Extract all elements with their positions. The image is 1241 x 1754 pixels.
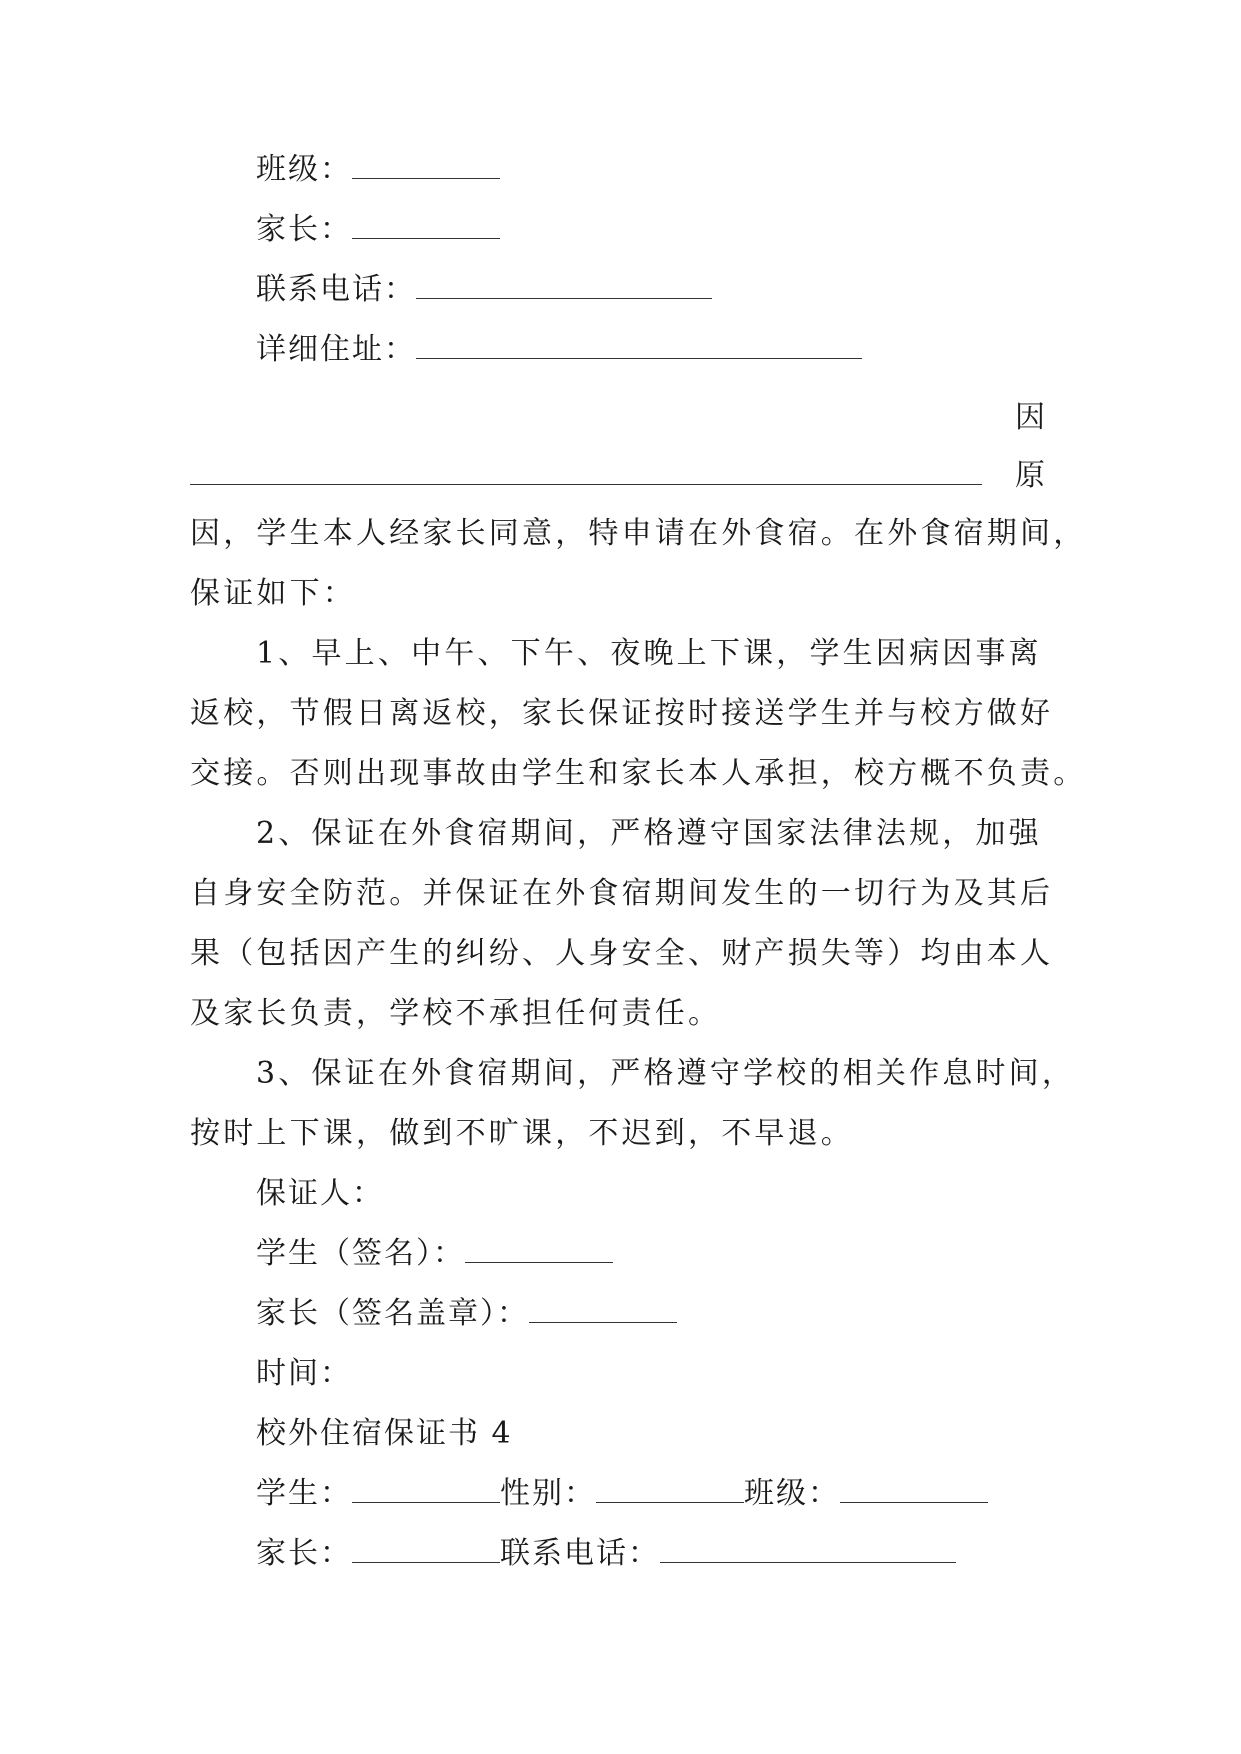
- item-2-line: 果（包括因产生的纠纷、人身安全、财产损失等）均由本人: [190, 936, 1054, 971]
- parent2-blank[interactable]: [352, 1540, 500, 1563]
- student-sign-field: [256, 1234, 613, 1274]
- phone2-label: 联系电话：: [500, 1536, 660, 1571]
- parent-sign-field: [256, 1294, 677, 1334]
- item-1-line: 交接。否则出现事故由学生和家长本人承担，校方概不负责。: [190, 756, 1087, 791]
- class-field: [256, 150, 500, 190]
- address-field: [256, 330, 862, 370]
- item-2-line: 自身安全防范。并保证在外食宿期间发生的一切行为及其后: [190, 876, 1054, 911]
- reason-blank[interactable]: [190, 462, 982, 485]
- phone2-blank[interactable]: [660, 1540, 956, 1563]
- phone-field: [256, 270, 712, 310]
- item-2-line: 2、保证在外食宿期间，严格遵守国家法律法规，加强: [256, 816, 1042, 851]
- phone-blank[interactable]: [416, 276, 712, 299]
- time-label: 时间：: [256, 1356, 352, 1391]
- item-3-line: 按时上下课，做到不旷课，不迟到，不早退。: [190, 1116, 854, 1151]
- student-blank[interactable]: [352, 1480, 500, 1503]
- reason-char-1: 因: [1015, 400, 1047, 435]
- parent-sign-blank[interactable]: [529, 1300, 677, 1323]
- address-label: 详细住址：: [256, 332, 416, 367]
- parent-sign-label: 家长（签名盖章）：: [256, 1296, 529, 1331]
- class-label: 班级：: [256, 152, 352, 187]
- parent-blank[interactable]: [352, 216, 500, 239]
- guarantor-label: 保证人：: [256, 1176, 384, 1211]
- parent-field: [256, 210, 500, 250]
- paragraph-line: 因，学生本人经家长同意，特申请在外食宿。在外食宿期间，: [190, 516, 1087, 551]
- phone-label: 联系电话：: [256, 272, 416, 307]
- address-blank[interactable]: [416, 336, 862, 359]
- parent-label: 家长：: [256, 212, 352, 247]
- reason-blank-line: [190, 456, 982, 496]
- item-1-line: 返校，节假日离返校，家长保证按时接送学生并与校方做好: [190, 696, 1054, 731]
- item-1-line: 1、早上、中午、下午、夜晚上下课，学生因病因事离: [256, 636, 1042, 671]
- item-3-line: 3、保证在外食宿期间，严格遵守学校的相关作息时间，: [256, 1056, 1076, 1091]
- class2-label: 班级：: [744, 1476, 840, 1511]
- student-sign-blank[interactable]: [465, 1240, 613, 1263]
- paragraph-line: 保证如下：: [190, 576, 356, 611]
- item-2-line: 及家长负责，学校不承担任何责任。: [190, 996, 722, 1031]
- reason-char-2: 原: [1015, 458, 1047, 493]
- section-title: 校外住宿保证书 4: [256, 1416, 513, 1451]
- student-info-row: [256, 1474, 988, 1514]
- gender-blank[interactable]: [596, 1480, 744, 1503]
- gender-label: 性别：: [500, 1476, 596, 1511]
- parent2-label: 家长：: [256, 1536, 352, 1571]
- student-sign-label: 学生（签名）：: [256, 1236, 465, 1271]
- class2-blank[interactable]: [840, 1480, 988, 1503]
- class-blank[interactable]: [352, 156, 500, 179]
- parent-info-row: [256, 1534, 956, 1574]
- student-label: 学生：: [256, 1476, 352, 1511]
